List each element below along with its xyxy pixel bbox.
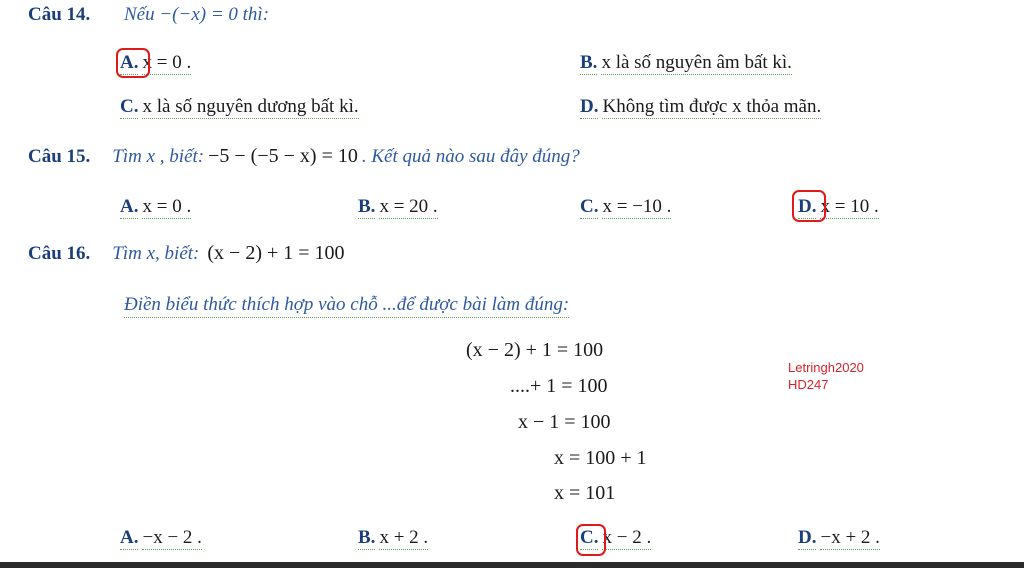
- q15-option-a-text: x = 0 .: [142, 196, 192, 217]
- q14-label: Câu 14.: [28, 4, 91, 25]
- q16-option-d-letter: D.: [798, 527, 817, 548]
- q16-option-d-text: −x + 2 .: [820, 527, 880, 548]
- q15-option-a[interactable]: [120, 196, 191, 218]
- q15-option-b[interactable]: [358, 196, 438, 218]
- q16-option-b-letter: B.: [358, 527, 376, 548]
- q16-step-4: x = 100 + 1: [554, 447, 647, 469]
- q14-option-b-letter: B.: [580, 52, 598, 73]
- q16-option-c-text: x − 2 .: [602, 527, 652, 548]
- q16-step-2: ....+ 1 = 100: [510, 375, 608, 397]
- q15-option-c-letter: C.: [580, 196, 599, 217]
- q15-answer-circle: [792, 190, 826, 222]
- q15-option-a-letter: A.: [120, 196, 139, 217]
- q15-option-c[interactable]: [580, 196, 671, 218]
- watermark-line-1: Letringh2020: [788, 360, 864, 375]
- q14-option-c-letter: C.: [120, 96, 139, 117]
- q15-prompt-pre: Tìm x , biết:: [112, 146, 205, 167]
- q14-option-c[interactable]: [120, 96, 359, 118]
- q16-step-1: (x − 2) + 1 = 100: [466, 339, 604, 361]
- q14-option-d[interactable]: [580, 96, 821, 118]
- q14-option-a-letter: A.: [120, 52, 139, 73]
- q14-answer-circle: [116, 48, 150, 78]
- q15-option-c-text: x = −10 .: [602, 196, 672, 217]
- q16-option-d[interactable]: [798, 527, 880, 549]
- q16-step-3: x − 1 = 100: [518, 411, 611, 433]
- q16-option-b[interactable]: [358, 527, 428, 549]
- q14-option-c-text: x là số nguyên dương bất kì.: [142, 96, 359, 117]
- q14-option-b[interactable]: [580, 52, 792, 74]
- q16-answer-circle: [576, 524, 606, 556]
- q16-option-c-letter: C.: [580, 527, 599, 548]
- q16-option-a[interactable]: [120, 527, 202, 549]
- q16-prompt-line: [28, 242, 345, 265]
- q16-step-5: x = 101: [554, 482, 616, 504]
- bottom-bar: [0, 562, 1024, 568]
- watermark-line-2: HD247: [788, 377, 829, 392]
- q15-prompt-post: . Kết quả nào sau đây đúng?: [361, 146, 580, 167]
- q15-prompt-line: [28, 145, 580, 168]
- q15-option-b-text: x = 20 .: [379, 196, 438, 217]
- q14-option-d-letter: D.: [580, 96, 599, 117]
- q16-option-b-text: x + 2 .: [379, 527, 429, 548]
- q16-instruction: Điền biểu thức thích hợp vào chỗ ...để được bài làm đúng:: [124, 294, 569, 318]
- q16-equation: (x − 2) + 1 = 100: [207, 242, 345, 264]
- q16-prompt-pre: Tìm x, biết:: [112, 243, 200, 264]
- q15-label: Câu 15.: [28, 146, 91, 167]
- q14-option-a-text: x = 0 .: [142, 52, 192, 73]
- q15-option-b-letter: B.: [358, 196, 376, 217]
- q14-option-d-text: Không tìm được x thỏa mãn.: [602, 96, 822, 117]
- q16-option-a-text: −x − 2 .: [142, 527, 202, 548]
- q16-label: Câu 16.: [28, 243, 91, 264]
- q16-option-a-letter: A.: [120, 527, 139, 548]
- q15-option-d-letter: D.: [798, 196, 817, 217]
- q15-equation: −5 − (−5 − x) = 10: [208, 145, 358, 167]
- q14-option-b-text: x là số nguyên âm bất kì.: [601, 52, 792, 73]
- q14-prompt: Nếu −(−x) = 0 thì:: [124, 4, 270, 25]
- q15-option-d-text: x = 10 .: [820, 196, 879, 217]
